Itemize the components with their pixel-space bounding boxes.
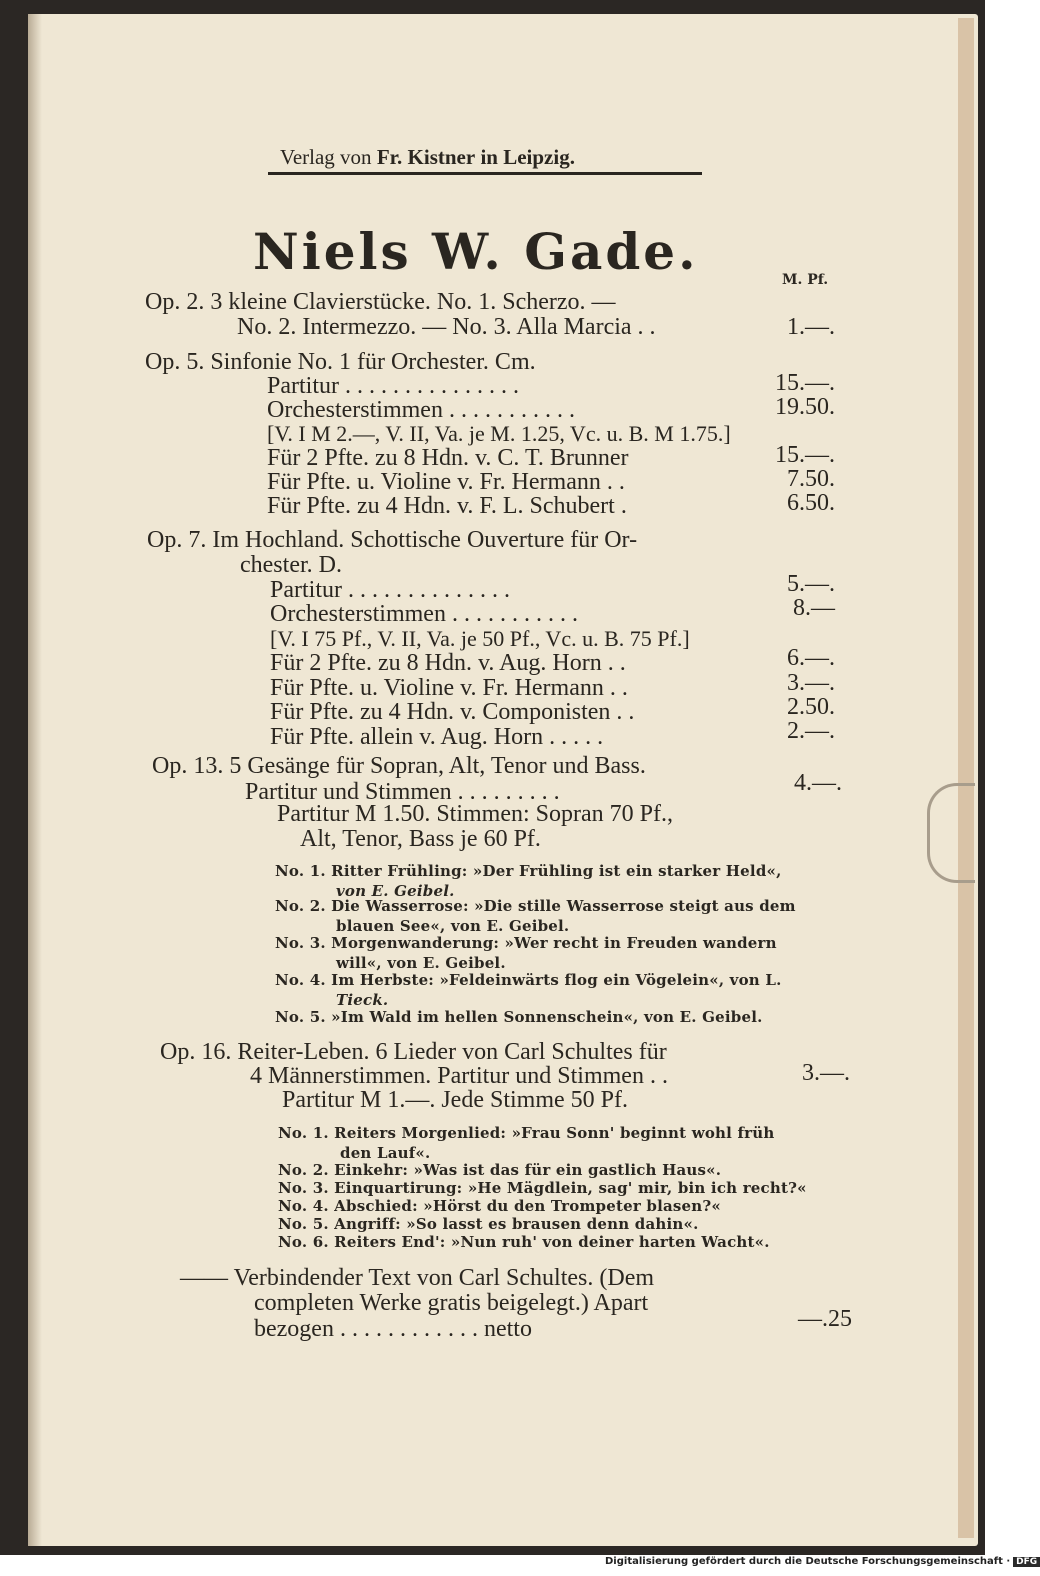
catalogue-line: Partitur M 1.50. Stimmen: Sopran 70 Pf., [277,801,673,827]
song-line: No. 5. »Im Wald im hellen Sonnenschein«, von E. Geibel. [275,1008,763,1026]
catalogue-line: Für Pfte. u. Violine v. Fr. Hermann . . [267,469,625,495]
catalogue-line: Op. 16. Reiter-Leben. 6 Lieder von Carl Schultes für [160,1039,667,1065]
catalogue-price: 15.—. [775,370,835,396]
catalogue-price: —.25 [798,1306,852,1332]
digitization-credit [605,1556,1038,1574]
credit-text: Digitalisierung gefördert durch die Deutsche Forschungsgemeinschaft · [605,1556,1011,1567]
catalogue-line: Für 2 Pfte. zu 8 Hdn. v. Aug. Horn . . [270,650,626,676]
catalogue-line: Für Pfte. u. Violine v. Fr. Hermann . . [270,675,628,701]
publisher-name: Fr. Kistner [376,145,476,169]
catalogue-price: 6.50. [787,490,835,516]
catalogue-line: Partitur M 1.—. Jede Stimme 50 Pf. [282,1087,628,1113]
catalogue-price: 15.—. [775,442,835,468]
catalogue-price: 2.—. [787,718,835,744]
song-line: von E. Geibel. [336,882,455,900]
song-line: blauen See«, von E. Geibel. [336,917,570,935]
catalogue-line: Alt, Tenor, Bass je 60 Pf. [300,826,541,852]
catalogue-line: Op. 13. 5 Gesänge für Sopran, Alt, Tenor und Bass. [152,753,646,779]
catalogue-price: 5.—. [787,571,835,597]
catalogue-line: [V. I 75 Pf., V. II, Va. je 50 Pf., Vc. u. B. 75 Pf.] [270,626,690,651]
catalogue-line: Partitur . . . . . . . . . . . . . . . [267,373,519,399]
publisher-line [280,145,575,170]
catalogue-line: Op. 7. Im Hochland. Schottische Ouverture für Or- [147,527,638,553]
catalogue-price: 8.— [793,595,835,621]
catalogue-line: chester. D. [240,552,342,578]
price-column-header: M. Pf. [782,272,829,288]
song-line: No. 1. Reiters Morgenlied: »Frau Sonn' beginnt wohl früh [278,1124,775,1142]
dfg-logo: DFG [1013,1557,1040,1567]
catalogue-line: Für Pfte. zu 4 Hdn. v. F. L. Schubert . [267,493,627,519]
catalogue-line: No. 2. Intermezzo. — No. 3. Alla Marcia . . [237,314,656,340]
catalogue-line: Partitur und Stimmen . . . . . . . . . [245,779,560,805]
catalogue-price: 2.50. [787,694,835,720]
catalogue-line: 4 Männerstimmen. Partitur und Stimmen . . [250,1063,668,1089]
catalogue-price: 6.—. [787,645,835,671]
song-line: No. 4. Abschied: »Hörst du den Trompeter blasen?« [278,1197,721,1215]
catalogue-line: Für Pfte. zu 4 Hdn. v. Componisten . . [270,699,635,725]
catalogue-line: Für 2 Pfte. zu 8 Hdn. v. C. T. Brunner [267,445,629,471]
song-line: No. 2. Die Wasserrose: »Die stille Wasserrose steigt aus dem [275,897,796,915]
song-line: No. 1. Ritter Frühling: »Der Frühling ist ein starker Held«, [275,862,782,880]
publisher-rule [268,172,702,175]
composer-heading: Niels W. Gade. [253,222,699,281]
song-line: No. 4. Im Herbste: »Feldeinwärts flog ein Vögelein«, von L. [275,971,782,989]
catalogue-price: 3.—. [787,670,835,696]
catalogue-price: 19.50. [775,394,835,420]
publisher-suffix: in Leipzig. [480,145,575,169]
catalogue-price: 4.—. [794,770,842,796]
catalogue-line: —— Verbindender Text von Carl Schultes. (Dem [180,1265,655,1291]
song-line: No. 3. Morgenwanderung: »Wer recht in Freuden wandern [275,934,777,952]
song-line: den Lauf«. [340,1144,431,1162]
catalogue-line: Op. 5. Sinfonie No. 1 für Orchester. Cm. [145,349,536,375]
song-line: No. 2. Einkehr: »Was ist das für ein gastlich Haus«. [278,1161,722,1179]
catalogue-line: bezogen . . . . . . . . . . . . netto [254,1316,532,1342]
catalogue-line: Op. 2. 3 kleine Clavierstücke. No. 1. Scherzo. — [145,289,616,315]
song-line: will«, von E. Geibel. [336,954,506,972]
song-line: No. 6. Reiters End': »Nun ruh' von deiner harten Wacht«. [278,1233,770,1251]
song-line: No. 3. Einquartirung: »He Mägdlein, sag' mir, bin ich recht?« [278,1179,807,1197]
catalogue-line: Für Pfte. allein v. Aug. Horn . . . . . [270,724,604,750]
catalogue-price: 1.—. [787,314,835,340]
catalogue-line: Orchesterstimmen . . . . . . . . . . . [270,601,578,627]
catalogue-line: Partitur . . . . . . . . . . . . . . [270,577,510,603]
catalogue-line: [V. I M 2.—, V. II, Va. je M. 1.25, Vc. u. B. M 1.75.] [267,421,731,446]
publisher-prefix: Verlag von [280,145,372,169]
song-line: Tieck. [336,991,389,1009]
song-line: No. 5. Angriff: »So lasst es brausen denn dahin«. [278,1215,699,1233]
catalogue-line: completen Werke gratis beigelegt.) Apart [254,1290,649,1316]
catalogue-line: Orchesterstimmen . . . . . . . . . . . [267,397,575,423]
catalogue-price: 7.50. [787,466,835,492]
catalogue-price: 3.—. [802,1060,850,1086]
